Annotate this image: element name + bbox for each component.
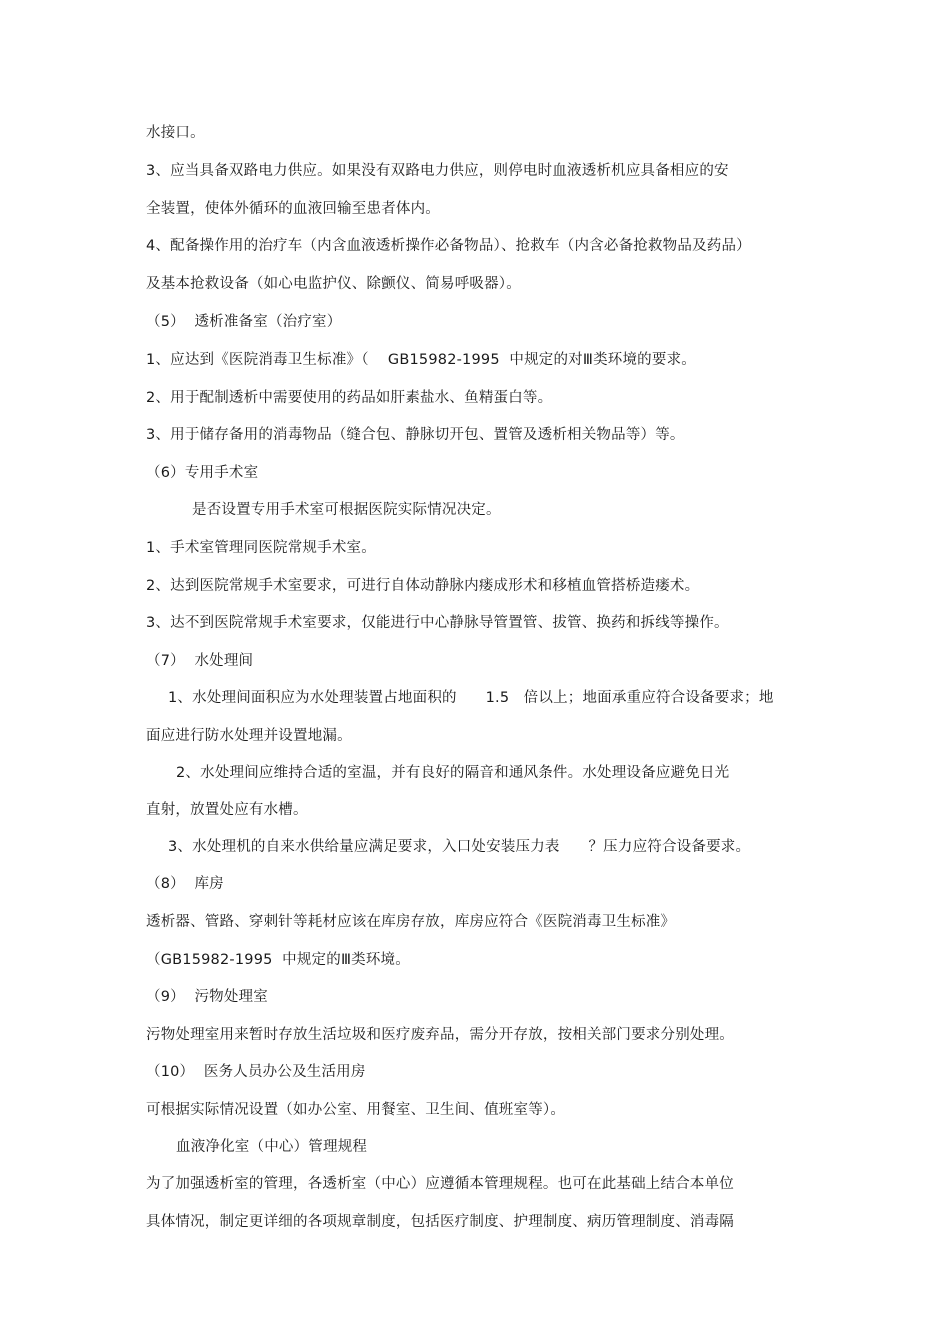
text-line: 面应进行防水处理并设置地漏。 [146, 728, 352, 744]
section-heading: （8） 库房 [146, 876, 224, 892]
text-line: 为了加强透析室的管理，各透析室（中心）应遵循本管理规程。也可在此基础上结合本单位 [146, 1176, 734, 1192]
section-heading: （9） 污物处理室 [146, 989, 268, 1005]
text-line: 3、应当具备双路电力供应。如果没有双路电力供应，则停电时血液透析机应具备相应的安 [146, 163, 729, 179]
text-line: 3、水处理机的自来水供给量应满足要求，入口处安装压力表 ？压力应符合设备要求。 [168, 839, 751, 855]
text-line: 及基本抢救设备（如心电监护仪、除颤仪、简易呼吸器）。 [146, 276, 521, 292]
text-line: 可根据实际情况设置（如办公室、用餐室、卫生间、值班室等）。 [146, 1102, 566, 1118]
section-heading: （7） 水处理间 [146, 653, 254, 669]
text-line: 是否设置专用手术室可根据医院实际情况决定。 [192, 502, 501, 518]
text-line: 2、达到医院常规手术室要求，可进行自体动静脉内瘘成形术和移植血管搭桥造瘘术。 [146, 578, 700, 594]
chapter-title: 血液净化室（中心）管理规程 [176, 1139, 368, 1155]
text-line: 污物处理室用来暂时存放生活垃圾和医疗废弃品，需分开存放，按相关部门要求分别处理。 [146, 1027, 734, 1043]
text-line: 直射，放置处应有水槽。 [146, 802, 308, 818]
section-heading: （10） 医务人员办公及生活用房 [146, 1064, 366, 1080]
text-line: 2、水处理间应维持合适的室温，并有良好的隔音和通风条件。水处理设备应避免日光 [176, 765, 730, 781]
text-line: 1、水处理间面积应为水处理装置占地面积的 1.5 倍以上；地面承重应符合设备要求；地 [168, 690, 774, 706]
section-heading: （6）专用手术室 [146, 465, 259, 481]
text-line: 3、达不到医院常规手术室要求，仅能进行中心静脉导管置管、拔管、换药和拆线等操作。 [146, 615, 729, 631]
text-line: 4、配备操作用的治疗车（内含血液透析操作必备物品）、抢救车（内含必备抢救物品及药品） [146, 238, 751, 254]
text-line: 1、手术室管理同医院常规手术室。 [146, 540, 376, 556]
section-heading: （5） 透析准备室（治疗室） [146, 314, 342, 330]
text-line: 2、用于配制透析中需要使用的药品如肝素盐水、鱼精蛋白等。 [146, 390, 553, 406]
text-line: 具体情况，制定更详细的各项规章制度，包括医疗制度、护理制度、病历管理制度、消毒隔 [146, 1214, 734, 1230]
text-line: 全装置，使体外循环的血液回输至患者体内。 [146, 201, 440, 217]
text-line: （GB15982-1995 中规定的Ⅲ类环境。 [146, 952, 410, 968]
text-line: 1、应达到《医院消毒卫生标准》（ GB15982-1995 中规定的对Ⅲ类环境的要求。 [146, 352, 696, 368]
text-line: 水接口。 [146, 125, 205, 141]
text-line: 透析器、管路、穿刺针等耗材应该在库房存放，库房应符合《医院消毒卫生标准》 [146, 914, 676, 930]
text-line: 3、用于储存备用的消毒物品（缝合包、静脉切开包、置管及透析相关物品等）等。 [146, 427, 685, 443]
